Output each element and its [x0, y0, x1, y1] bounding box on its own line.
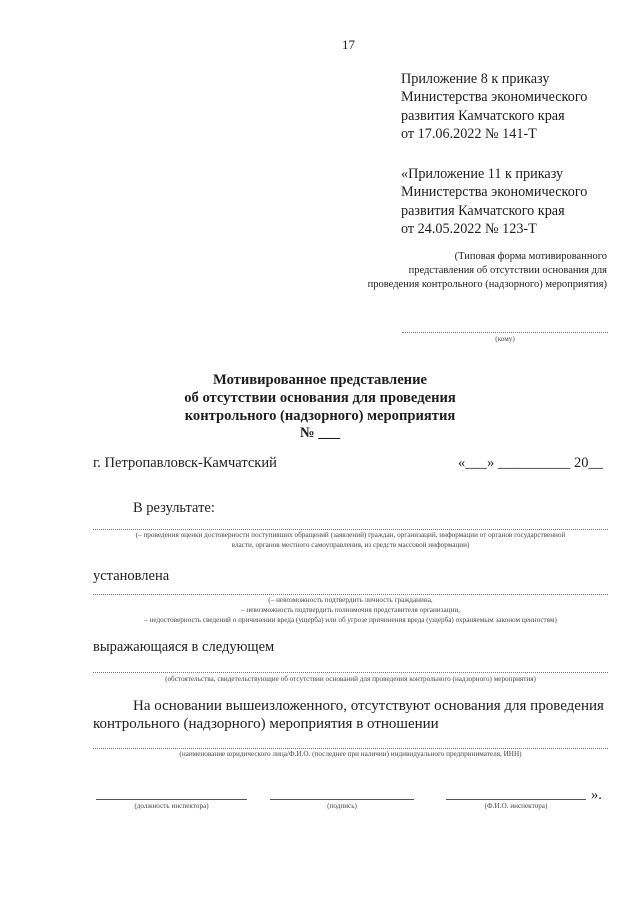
title-line: об отсутствии основания для проведения — [184, 389, 456, 406]
signature-caption: (подпись) — [327, 802, 357, 810]
appendix-current-block — [401, 70, 587, 144]
appendix-original-line: от 24.05.2022 № 123-Т — [401, 221, 537, 238]
typical-form-note — [368, 250, 607, 292]
page-number: 17 — [342, 37, 355, 52]
result-caption-block — [93, 530, 608, 550]
title-number: № ___ — [299, 425, 341, 442]
document-title — [0, 372, 640, 443]
expressed-label: выражающаяся в следующем — [93, 639, 275, 655]
recipient-field-line[interactable] — [402, 332, 608, 333]
appendix-current-line: Приложение 8 к приказу — [401, 71, 550, 87]
expressed-field-line[interactable] — [93, 672, 608, 673]
date-field[interactable]: «___» __________ 20__ — [458, 455, 603, 471]
typical-form-line: представления об отсутствии основания для — [408, 265, 607, 276]
result-caption-line: власти, органов местного самоуправления, из средств массовой информации) — [231, 541, 470, 549]
recipient-caption: (кому) — [495, 335, 515, 343]
typical-form-line: проведения контрольного (надзорного) мероприятия) — [367, 279, 607, 290]
appendix-original-block — [401, 165, 587, 239]
appendix-original-line: развития Камчатского края — [401, 202, 565, 219]
conclusion-line-2: контрольного (надзорного) мероприятия в отношении — [93, 716, 439, 732]
name-field-line[interactable] — [446, 799, 586, 800]
established-caption-line: – невозможность подтвердить полномочия представителя организации, — [240, 606, 461, 614]
appendix-current-line: Министерства экономического — [401, 89, 588, 106]
established-caption-block — [93, 595, 608, 625]
established-caption-line: – недостоверность сведений о причинении вреда (ущерба) или об угрозе причинения вреда (ущерба) охраняемым законом ценностям) — [144, 616, 557, 624]
result-label: В результате: — [133, 500, 215, 516]
result-caption-line: (– проведения оценки достоверности поступивших обращений (заявлений) граждан, организаций, информации от органов государственной — [135, 531, 566, 539]
established-caption-line: (– невозможность подтвердить личность гражданина, — [268, 596, 433, 604]
appendix-original-line: «Приложение 11 к приказу — [401, 166, 564, 182]
name-caption: (Ф.И.О. инспектора) — [484, 802, 548, 810]
position-field-line[interactable] — [96, 799, 247, 800]
place-text: г. Петропавловск-Камчатский — [93, 455, 277, 471]
typical-form-line: (Типовая форма мотивированного — [454, 251, 607, 262]
title-line: контрольного (надзорного) мероприятия — [184, 407, 456, 424]
position-caption: (должность инспектора) — [134, 802, 209, 810]
conclusion-line-1: На основании вышеизложенного, отсутствуют основания для проведения — [133, 698, 604, 714]
title-line: Мотивированное представление — [213, 372, 427, 388]
signature-field-line[interactable] — [270, 799, 414, 800]
appendix-current-line: развития Камчатского края — [401, 107, 565, 124]
established-label: установлена — [93, 568, 170, 584]
expressed-caption: (обстоятельства, свидетельствующие об отсутствии оснований для проведения контрольного (надзорного) мероприятия) — [165, 675, 536, 683]
subject-caption: (наименование юридического лица/Ф.И.О. (последнее при наличии) индивидуального предпринимателя, ИНН) — [179, 750, 522, 758]
appendix-current-line: от 17.06.2022 № 141-Т — [401, 126, 537, 143]
closing-quote: ». — [591, 787, 602, 803]
appendix-original-line: Министерства экономического — [401, 184, 588, 201]
